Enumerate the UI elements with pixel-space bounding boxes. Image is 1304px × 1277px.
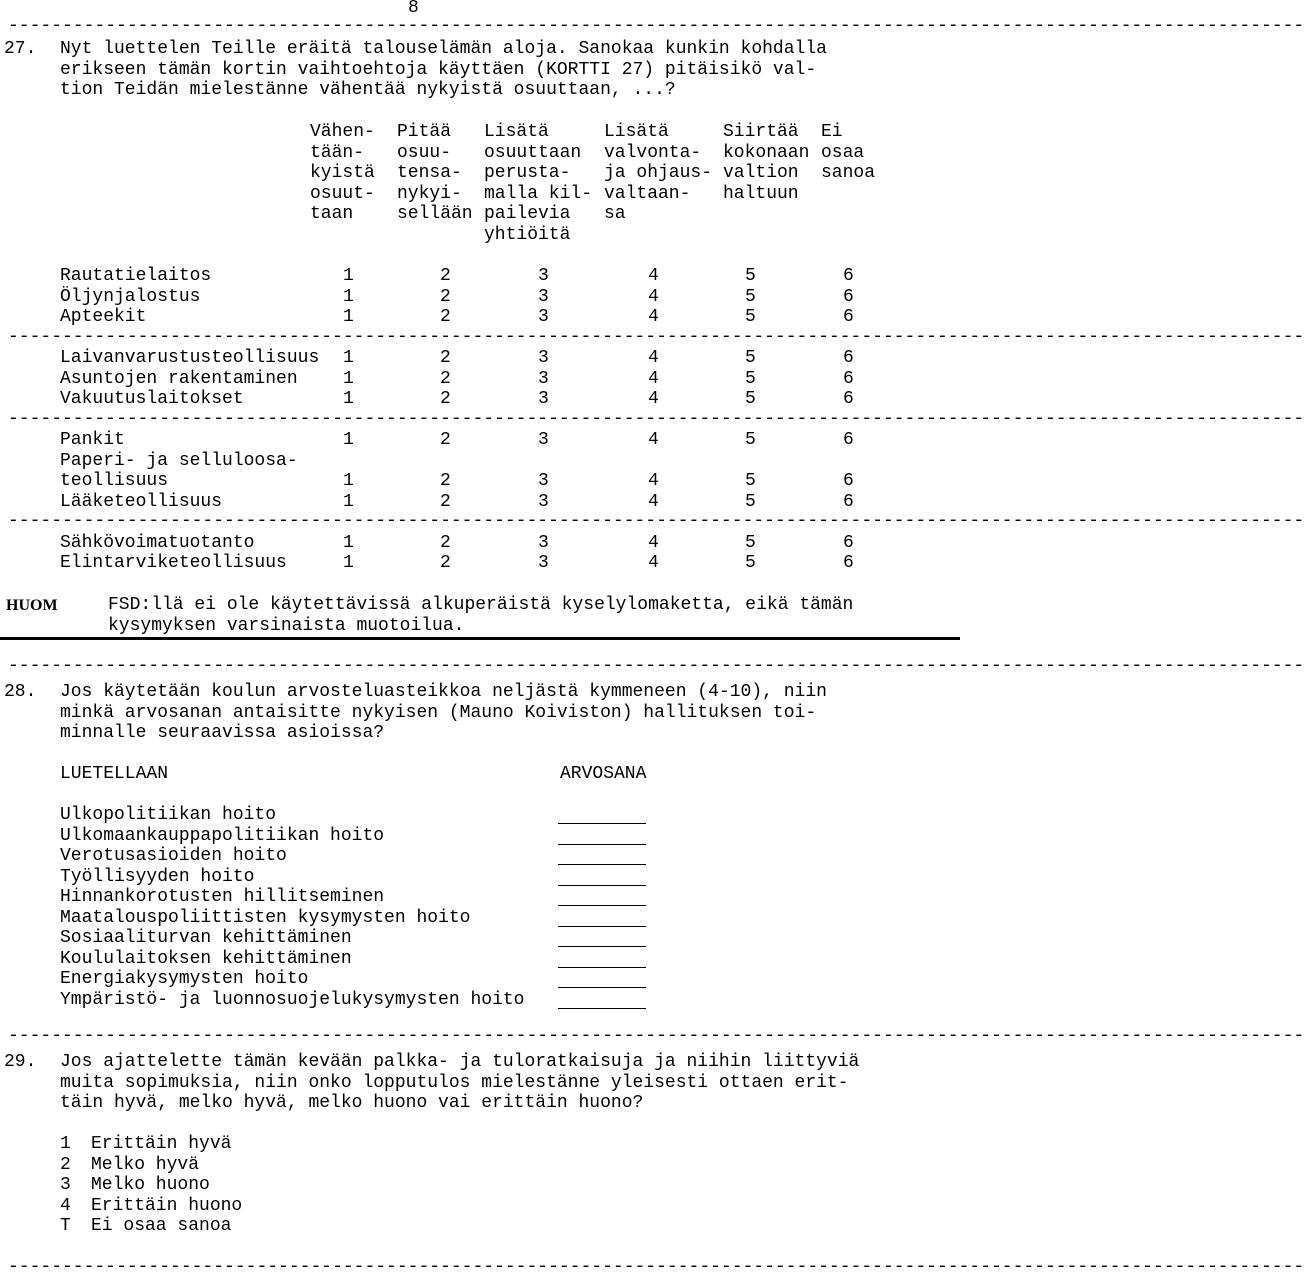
option-label: Ei osaa sanoa [91,1216,232,1236]
row-label: Apteekit [60,307,147,327]
answer-code: 3 [538,286,549,307]
answer-code: 6 [843,389,854,409]
option-code: T [60,1216,71,1236]
column-header-line: osuuttaan [484,142,582,163]
answer-code: 1 [343,389,354,409]
answer-code: 6 [843,348,854,368]
note-text-line: kysymyksen varsinaista muotoilua. [108,615,465,636]
question-number: 29. [4,1052,37,1072]
question-text-line: Nyt luettelen Teille eräitä talouselämän aloja. Sanokaa kunkin kohdalla [60,39,827,59]
answer-code: 2 [440,307,451,327]
answer-code: 5 [745,471,756,491]
answer-code: 3 [538,491,549,512]
divider: ------------------------------------------------------------------------------------------------------------------------ [8,511,1304,531]
answer-code: 5 [745,368,756,389]
answer-code: 5 [745,266,756,286]
answer-code: 1 [343,348,354,368]
option-label: Erittäin hyvä [91,1134,232,1154]
answer-code: 4 [648,368,659,389]
answer-code: 2 [440,266,451,286]
answer-code: 2 [440,430,451,450]
answer-code: 1 [343,491,354,512]
row-label: Vakuutuslaitokset [60,389,244,409]
answer-code: 1 [343,430,354,450]
answer-code: 6 [843,286,854,307]
column-header-line: Lisätä [604,122,669,142]
answer-code: 6 [843,368,854,389]
answer-code: 1 [343,532,354,553]
answer-code: 5 [745,389,756,409]
question-text-line: tion Teidän mielestänne vähentää nykyistä osuuttaan, ...? [60,80,676,100]
answer-code: 5 [745,532,756,553]
answer-code: 4 [648,307,659,327]
option-code: 4 [60,1195,71,1216]
column-header-line: osuut- [310,183,375,204]
grade-blank[interactable] [558,973,646,988]
question-text-line: Jos ajattelette tämän kevään palkka- ja tuloratkaisuja ja niihin liittyviä [60,1052,860,1072]
section-rule [0,637,960,640]
answer-code: 5 [745,553,756,573]
column-header-line: osaa [821,142,865,163]
column-header-line: yhtiöitä [484,224,571,245]
grade-blank[interactable] [558,850,646,865]
option-code: 2 [60,1154,71,1175]
answer-code: 5 [745,430,756,450]
answer-code: 6 [843,532,854,553]
column-header-line: kokonaan [723,142,810,163]
question-number: 27. [4,39,37,59]
column-header-line: haltuun [723,183,799,204]
row-label: Paperi- ja selluloosa- [60,450,298,471]
answer-code: 2 [440,348,451,368]
grade-blank[interactable] [558,891,646,906]
answer-code: 3 [538,430,549,450]
answer-code: 1 [343,286,354,307]
question-text-line: täin hyvä, melko hyvä, melko huono vai erittäin huono? [60,1093,644,1113]
rating-item: Ympäristö- ja luonnosuojelukysymysten hoito [60,989,525,1010]
answer-code: 4 [648,348,659,368]
answer-code: 2 [440,532,451,553]
answer-code: 4 [648,286,659,307]
grade-blank[interactable] [558,912,646,927]
option-label: Melko hyvä [91,1154,200,1175]
grade-blank[interactable] [558,932,646,947]
column-header-line: Pitää [397,122,452,142]
question-text-line: minkä arvosanan antaisitte nykyisen (Mauno Koiviston) hallituksen toi- [60,702,817,723]
answer-code: 3 [538,368,549,389]
column-header-line: taan [310,204,354,224]
grade-blank[interactable] [558,830,646,845]
row-label: Lääketeollisuus [60,491,223,512]
answer-code: 6 [843,430,854,450]
column-header-line: Ei [821,122,843,142]
row-label: Asuntojen rakentaminen [60,368,298,389]
column-header-line: pailevia [484,204,571,224]
column-header-line: valtion [723,163,799,183]
divider: ------------------------------------------------------------------------------------------------------------------------ [8,16,1304,36]
answer-code: 2 [440,491,451,512]
column-header-line: tensa- [397,163,462,183]
rating-item: Ulkomaankauppapolitiikan hoito [60,825,385,846]
column-header-line: Siirtää [723,122,799,142]
column-header-line: ja ohjaus- [604,163,713,183]
question-text-line: erikseen tämän kortin vaihtoehtoja käyttäen (KORTTI 27) pitäisikö val- [60,59,817,80]
answer-code: 4 [648,532,659,553]
grade-blank[interactable] [558,809,646,824]
answer-code: 3 [538,348,549,368]
divider: ------------------------------------------------------------------------------------------------------------------------ [8,656,1304,676]
answer-code: 2 [440,553,451,573]
answer-code: 1 [343,307,354,327]
answer-code: 1 [343,471,354,491]
option-code: 3 [60,1175,71,1195]
answer-code: 1 [343,266,354,286]
answer-code: 5 [745,307,756,327]
grade-blank[interactable] [558,994,646,1009]
option-label: Melko huono [91,1175,210,1195]
grade-blank[interactable] [558,871,646,886]
divider: ------------------------------------------------------------------------------------------------------------------------ [8,408,1304,429]
option-code: 1 [60,1134,71,1154]
divider: ------------------------------------------------------------------------------------------------------------------------ [8,1026,1304,1046]
grade-header: ARVOSANA [560,764,647,784]
row-label: Pankit [60,430,125,450]
answer-code: 3 [538,471,549,491]
answer-code: 4 [648,266,659,286]
rating-item: Ulkopolitiikan hoito [60,805,277,825]
answer-code: 2 [440,471,451,491]
column-header-line: valtaan- [604,183,691,204]
answer-code: 3 [538,389,549,409]
column-header-line: kyistä [310,163,375,183]
answer-code: 2 [440,286,451,307]
column-header-line: nykyi- [397,183,462,204]
note-label: HUOM [6,597,58,614]
answer-code: 3 [538,532,549,553]
answer-code: 6 [843,307,854,327]
column-header-line: perusta- [484,163,571,183]
row-label: Rautatielaitos [60,266,212,286]
answer-code: 1 [343,368,354,389]
column-header-line: sanoa [821,163,876,183]
row-label: teollisuus [60,471,169,491]
list-header: LUETELLAAN [60,764,169,784]
answer-code: 3 [538,307,549,327]
option-label: Erittäin huono [91,1195,243,1216]
row-label: Öljynjalostus [60,286,201,307]
question-text-line: minnalle seuraavissa asioissa? [60,723,385,743]
column-header-line: valvonta- [604,142,702,163]
answer-code: 6 [843,266,854,286]
rating-item: Hinnankorotusten hillitseminen [60,887,385,907]
grade-blank[interactable] [558,953,646,968]
note-text-line: FSD:llä ei ole käytettävissä alkuperäistä kyselylomaketta, eikä tämän [108,595,854,615]
answer-code: 4 [648,491,659,512]
answer-code: 3 [538,266,549,286]
column-header-line: Lisätä [484,122,549,142]
divider: ------------------------------------------------------------------------------------------------------------------------ [8,326,1304,347]
answer-code: 4 [648,471,659,491]
divider: ------------------------------------------------------------------------------------------------------------------------ [8,1257,1304,1277]
row-label: Laivanvarustusteollisuus [60,348,320,368]
answer-code: 6 [843,553,854,573]
row-label: Sähkövoimatuotanto [60,532,255,553]
rating-item: Sosiaaliturvan kehittäminen [60,928,352,948]
answer-code: 4 [648,430,659,450]
answer-code: 2 [440,368,451,389]
rating-item: Työllisyyden hoito [60,866,255,887]
column-header-line: tään- [310,142,365,163]
rating-item: Energiakysymysten hoito [60,969,309,989]
answer-code: 2 [440,389,451,409]
column-header-line: Vähen- [310,122,375,142]
column-header-line: sa [604,204,626,224]
question-number: 28. [4,682,37,702]
row-label: Elintarviketeollisuus [60,553,287,573]
question-text-line: muita sopimuksia, niin onko lopputulos mielestänne yleisesti ottaen erit- [60,1072,849,1093]
rating-item: Verotusasioiden hoito [60,846,287,866]
answer-code: 3 [538,553,549,573]
answer-code: 1 [343,553,354,573]
rating-item: Maatalouspoliittisten kysymysten hoito [60,907,471,928]
rating-item: Koululaitoksen kehittäminen [60,948,352,969]
page-number: 8 [408,0,419,18]
answer-code: 4 [648,553,659,573]
answer-code: 5 [745,286,756,307]
answer-code: 5 [745,348,756,368]
column-header-line: malla kil- [484,183,593,204]
column-header-line: sellään [397,204,473,224]
answer-code: 6 [843,471,854,491]
answer-code: 4 [648,389,659,409]
answer-code: 6 [843,491,854,512]
answer-code: 5 [745,491,756,512]
question-text-line: Jos käytetään koulun arvosteluasteikkoa neljästä kymmeneen (4-10), niin [60,682,827,702]
column-header-line: osuu- [397,142,452,163]
